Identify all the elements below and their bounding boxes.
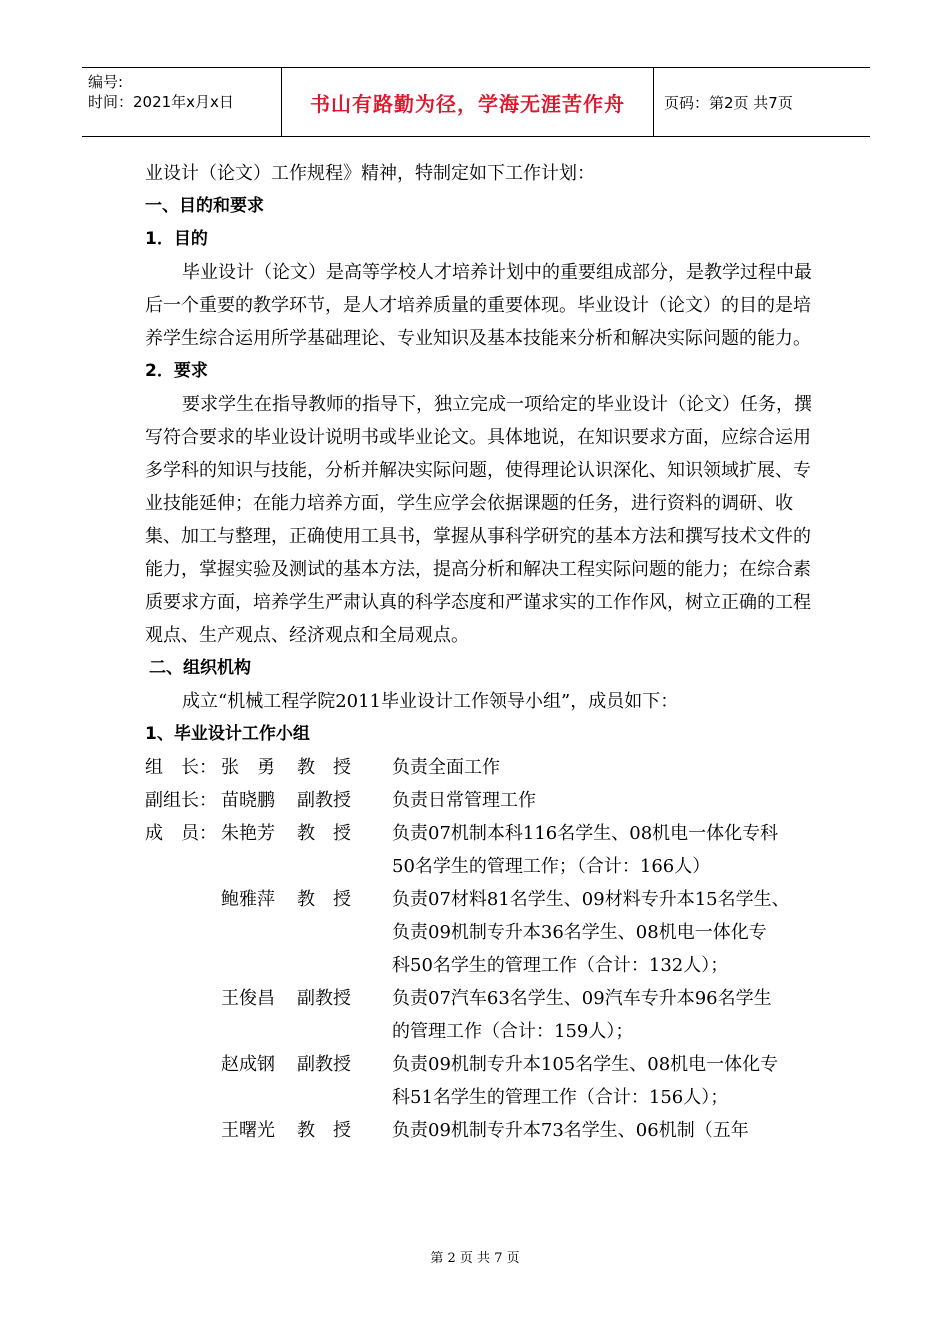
member-title: 副教授	[297, 988, 351, 1009]
member-role	[145, 1048, 221, 1081]
member-role: 副组长：	[145, 790, 217, 811]
document-body	[145, 157, 825, 1147]
member-list	[145, 751, 825, 1147]
member-duty-line: 的管理工作（合计：159人）；	[392, 1021, 634, 1042]
header-page-cell	[654, 68, 870, 136]
member-duty-continued	[145, 1081, 825, 1114]
member-role	[145, 982, 221, 1015]
page-footer: 第 2 页 共 7 页	[430, 1251, 520, 1266]
heading-organization: 二、组织机构	[149, 658, 251, 678]
member-duty: 负责09机制专升本105名学生、08机电一体化专	[392, 1054, 779, 1075]
member-duty-continued	[145, 1015, 825, 1048]
member-duty: 负责07机制本科116名学生、08机电一体化专科	[392, 823, 779, 844]
member-duty-line: 负责09机制专升本36名学生、08机电一体化专	[392, 922, 767, 943]
member-role	[145, 883, 221, 916]
member-duty-line: 科51名学生的管理工作（合计：156人）；	[392, 1087, 729, 1108]
member-name: 张 勇	[221, 757, 275, 778]
paragraph-organization: 成立“机械工程学院2011毕业设计工作领导小组”，成员如下：	[182, 691, 679, 712]
member-role	[145, 1114, 221, 1147]
member-role: 成 员：	[145, 823, 217, 844]
page-header	[82, 67, 870, 137]
member-name: 赵成钢	[221, 1054, 275, 1075]
heading-requirements: 2．要求	[145, 361, 208, 381]
time-label: 时间：2021年x月x日	[88, 93, 234, 111]
member-title: 副教授	[297, 1054, 351, 1075]
member-duty-continued	[145, 949, 825, 982]
paragraph-intro: 业设计（论文）工作规程》精神，特制定如下工作计划：	[145, 163, 595, 184]
member-duty-line: 科50名学生的管理工作（合计：132人）；	[392, 955, 729, 976]
member-title: 教 授	[297, 889, 351, 910]
member-duty: 负责09机制专升本73名学生、06机制（五年	[392, 1120, 749, 1141]
member-row	[145, 751, 825, 784]
header-meta	[82, 68, 282, 136]
number-label: 编号:	[88, 73, 124, 91]
member-title: 教 授	[297, 823, 351, 844]
header-motto-cell	[282, 68, 654, 136]
member-title: 教 授	[297, 757, 351, 778]
member-duty-line: 50名学生的管理工作；（合计：166人）	[392, 856, 711, 877]
member-row	[145, 817, 825, 850]
member-name: 王曙光	[221, 1120, 275, 1141]
member-role: 组 长：	[145, 757, 217, 778]
member-row	[145, 1048, 825, 1081]
member-duty-continued	[145, 916, 825, 949]
member-title: 教 授	[297, 1120, 351, 1141]
paragraph-purpose: 毕业设计（论文）是高等学校人才培养计划中的重要组成部分，是教学过程中最后一个重要的教学环节，是人才培养质量的重要体现。毕业设计（论文）的目的是培养学生综合运用所学基础理论、专业知识及基本技能来分析和解决实际问题的能力。	[145, 262, 812, 349]
member-name: 苗晓鹏	[221, 790, 275, 811]
member-duty: 负责日常管理工作	[392, 790, 536, 811]
heading-work-group: 1、毕业设计工作小组	[145, 724, 310, 744]
member-duty-continued	[145, 850, 825, 883]
member-name: 朱艳芳	[221, 823, 275, 844]
member-row	[145, 982, 825, 1015]
motto: 书山有路勤为径，学海无涯苦作舟	[310, 91, 625, 116]
heading-purpose-requirements: 一、目的和要求	[145, 196, 264, 216]
member-duty: 负责07材料81名学生、09材料专升本15名学生、	[392, 889, 790, 910]
member-title: 副教授	[297, 790, 351, 811]
member-row	[145, 883, 825, 916]
member-duty: 负责全面工作	[392, 757, 500, 778]
member-name: 鲍雅萍	[221, 889, 275, 910]
member-row	[145, 784, 825, 817]
member-duty: 负责07汽车63名学生、09汽车专升本96名学生	[392, 988, 772, 1009]
page-label: 页码：第2页 共7页	[664, 93, 793, 112]
heading-purpose: 1．目的	[145, 229, 208, 249]
member-name: 王俊昌	[221, 988, 275, 1009]
member-row	[145, 1114, 825, 1147]
paragraph-requirements: 要求学生在指导教师的指导下，独立完成一项给定的毕业设计（论文）任务，撰写符合要求的毕业设计说明书或毕业论文。具体地说，在知识要求方面，应综合运用多学科的知识与技能，分析并解决实际问题，使得理论认识深化、知识领域扩展、专业技能延伸；在能力培养方面，学生应学会依据课题的任务，进行资料的调研、收集、加工与整理，正确使用工具书，掌握从事科学研究的基本方法和撰写技术文件的能力，掌握实验及测试的基本方法，提高分析和解决工程实际问题的能力；在综合素质要求方面，培养学生严肃认真的科学态度和严谨求实的工作作风，树立正确的工程观点、生产观点、经济观点和全局观点。	[145, 394, 812, 646]
